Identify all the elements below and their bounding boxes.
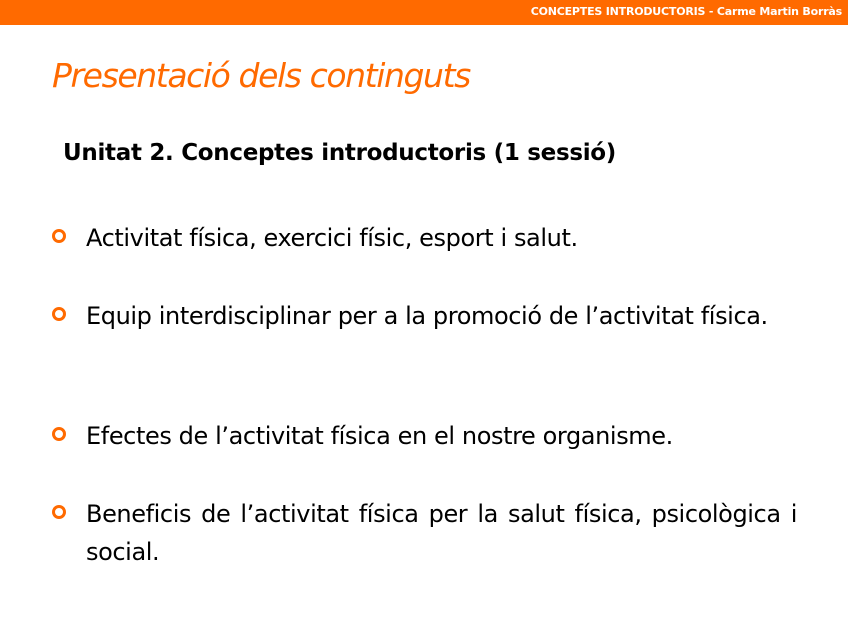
header-text: CONCEPTES INTRODUCTORIS - Carme Martin Borràs (530, 5, 842, 18)
bullet-item (52, 219, 797, 257)
bullet-item (52, 417, 797, 455)
circle-bullet-icon (52, 505, 66, 519)
bullet-item (52, 297, 797, 335)
circle-bullet-icon (52, 307, 66, 321)
header-bar (0, 0, 848, 25)
bullet-item (52, 495, 797, 571)
unit-heading: Unitat 2. Conceptes introductoris (1 sessió) (63, 140, 617, 166)
bullet-text: Equip interdisciplinar per a la promoció de l’activitat física. (86, 302, 768, 330)
bullet-text: Activitat física, exercici físic, esport i salut. (86, 224, 578, 252)
circle-bullet-icon (52, 229, 66, 243)
bullet-text: Efectes de l’activitat física en el nostre organisme. (86, 422, 673, 450)
circle-bullet-icon (52, 427, 66, 441)
slide-title: Presentació dels continguts (52, 56, 470, 95)
bullet-text: Beneficis de l’activitat física per la salut física, psicològica i social. (86, 500, 797, 566)
